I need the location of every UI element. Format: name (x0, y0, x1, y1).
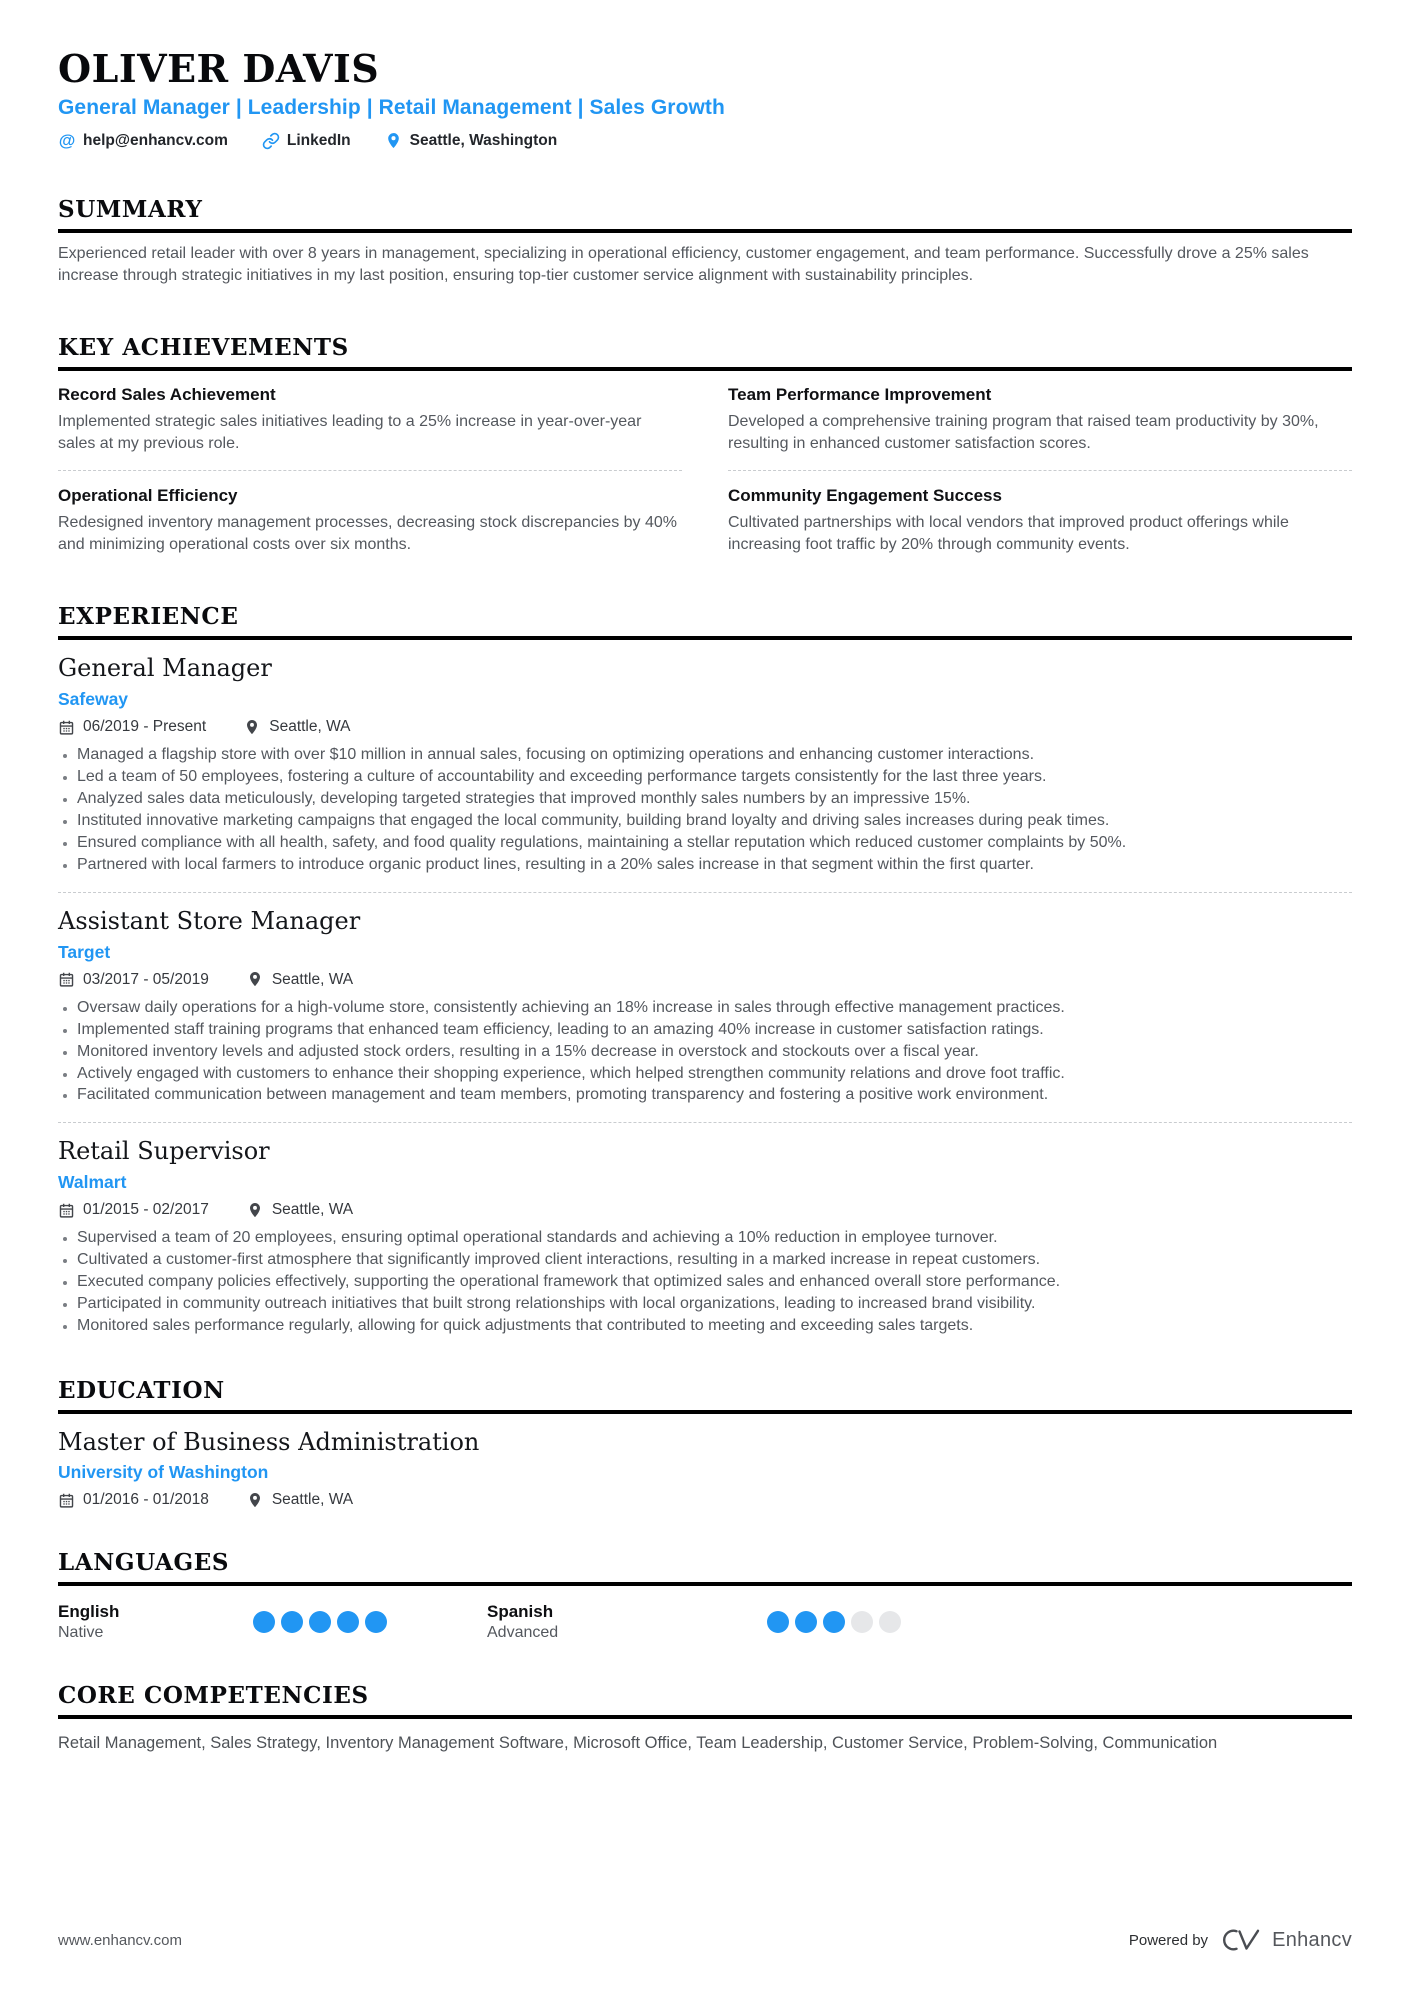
bullet: Facilitated communication between management and team members, promoting transparency and fostering a positive work environment. (58, 1085, 1352, 1106)
bullet: Led a team of 50 employees, fostering a culture of accountability and exceeding performance targets consistently for the last three years. (58, 767, 1352, 788)
summary-heading: SUMMARY (58, 195, 203, 223)
job-title: General Manager (58, 654, 272, 683)
date-range (58, 1201, 209, 1219)
summary-text: Experienced retail leader with over 8 years in management, specializing in operational efficiency, customer engagement, and team performance. Successfully drove a 25% sales increase through strategic initiatives in my last position, ensuring top-tier customer service alignment with sustainability principles. (58, 244, 1309, 285)
footer (58, 1927, 1352, 1953)
section-rule (58, 367, 1352, 371)
location-text: Seattle, WA (271, 1491, 354, 1508)
section-rule (58, 1715, 1352, 1719)
email-text: help@enhancv.com (83, 131, 228, 149)
job-entry (58, 640, 1352, 893)
enhancv-logo-icon (1220, 1927, 1260, 1953)
language-label (487, 1602, 767, 1642)
languages-row (58, 1602, 1352, 1642)
date-range (58, 971, 209, 989)
job-location (247, 1201, 353, 1219)
language-level: Native (58, 1624, 104, 1641)
bullet: Participated in community outreach initiatives that built strong relationships with local organizations, leading to increased brand visibility. (58, 1294, 1352, 1315)
pin-icon (385, 132, 403, 150)
achievements-section (58, 334, 1352, 557)
experience-heading: EXPERIENCE (58, 603, 239, 631)
achievement-title: Team Performance Improvement (728, 384, 992, 404)
bullet: Executed company policies effectively, supporting the operational framework that optimized sales and enhanced overall store performance. (58, 1272, 1352, 1293)
bullet: Managed a flagship store with over $10 million in annual sales, focusing on optimizing operations and enhancing customer interactions. (58, 745, 1352, 766)
email-link[interactable] (58, 132, 228, 150)
candidate-name: OLIVER DAVIS (58, 46, 380, 91)
language-proficiency-dots (253, 1611, 387, 1633)
bullet: Oversaw daily operations for a high-volume store, consistently achieving an 18% increase in sales through effective management practices. (58, 998, 1352, 1019)
pin-icon (247, 971, 264, 988)
calendar-icon (58, 719, 75, 736)
at-icon (58, 132, 76, 150)
achievement-title: Community Engagement Success (728, 486, 1002, 506)
job-bullets (58, 1228, 1352, 1337)
date-text: 03/2017 - 05/2019 (83, 970, 209, 988)
bullet: Instituted innovative marketing campaigns that engaged the local community, building brand loyalty and driving sales increases during peak times. (58, 811, 1352, 832)
company-name: Walmart (58, 1172, 127, 1193)
language-name: Spanish (487, 1602, 554, 1621)
bullet: Implemented staff training programs that enhanced team efficiency, leading to an amazing 40% increase in customer satisfaction ratings. (58, 1020, 1352, 1041)
location-text: Seattle, WA (271, 1201, 354, 1219)
education-meta (58, 1491, 1352, 1509)
job-location (244, 718, 350, 736)
education-section (58, 1377, 1352, 1509)
header (58, 48, 1352, 150)
pin-icon (244, 719, 261, 736)
date-text: 06/2019 - Present (83, 718, 207, 736)
bullet: Actively engaged with customers to enhance their shopping experience, which helped strengthen community relations and drove foot traffic. (58, 1064, 1352, 1085)
achievements-grid (58, 385, 1352, 557)
achievement-item (728, 385, 1352, 471)
education-location (247, 1491, 353, 1509)
achievement-item (728, 471, 1352, 557)
experience-section (58, 603, 1352, 1337)
job-location (247, 971, 353, 989)
languages-section (58, 1549, 1352, 1642)
contact-row (58, 132, 1352, 150)
powered-by[interactable] (1129, 1927, 1352, 1953)
company-name: Safeway (58, 689, 129, 710)
job-meta (58, 1201, 1352, 1219)
enhancv-brand-text: Enhancv (1272, 1928, 1352, 1951)
achievement-text: Developed a comprehensive training program that raised team productivity by 30%, resulting in enhanced customer satisfaction scores. (728, 412, 1319, 452)
location-text: Seattle, Washington (409, 131, 558, 149)
section-rule (58, 229, 1352, 233)
location-text: Seattle, WA (271, 970, 354, 988)
job-meta (58, 971, 1352, 989)
languages-heading: LANGUAGES (58, 1549, 230, 1576)
powered-by-text: Powered by (1128, 1931, 1209, 1949)
language-label (58, 1602, 253, 1642)
competencies-section (58, 1682, 1352, 1756)
location-text: Seattle, WA (269, 718, 351, 736)
location (385, 132, 558, 150)
pin-icon (247, 1492, 264, 1509)
job-bullets (58, 745, 1352, 876)
degree-title: Master of Business Administration (58, 1428, 480, 1456)
section-rule (58, 1582, 1352, 1586)
language-level: Advanced (487, 1624, 559, 1641)
calendar-icon (58, 1202, 75, 1219)
bullet: Monitored inventory levels and adjusted stock orders, resulting in a 15% decrease in overstock and stockouts over a fiscal year. (58, 1042, 1352, 1063)
bullet: Analyzed sales data meticulously, developing targeted strategies that improved monthly sales numbers by an impressive 15%. (58, 789, 1352, 810)
job-meta (58, 718, 1352, 736)
achievement-text: Cultivated partnerships with local vendors that improved product offerings while increasing foot traffic by 20% through community events. (728, 514, 1289, 553)
achievement-text: Implemented strategic sales initiatives leading to a 25% increase in year-over-year sales at my previous role. (58, 412, 642, 452)
bullet: Partnered with local farmers to introduce organic product lines, resulting in a 20% sales increase in that segment within the first quarter. (58, 855, 1352, 876)
language-proficiency-dots (767, 1611, 901, 1633)
achievement-text: Redesigned inventory management processes, decreasing stock discrepancies by 40% and minimizing operational costs over six months. (58, 514, 678, 553)
competencies-heading: CORE COMPETENCIES (58, 1682, 369, 1709)
date-text: 01/2015 - 02/2017 (83, 1201, 209, 1219)
date-range (58, 1491, 209, 1509)
achievement-item (58, 385, 682, 471)
job-bullets (58, 998, 1352, 1107)
achievements-heading: KEY ACHIEVEMENTS (58, 333, 349, 361)
date-text: 01/2016 - 01/2018 (83, 1491, 209, 1508)
summary-section (58, 196, 1352, 288)
achievement-title: Record Sales Achievement (58, 384, 276, 404)
education-heading: EDUCATION (58, 1377, 225, 1404)
achievement-title: Operational Efficiency (58, 486, 238, 506)
achievement-item (58, 471, 682, 557)
job-entry (58, 893, 1352, 1124)
bullet: Supervised a team of 20 employees, ensuring optimal operational standards and achieving a 10% reduction in employee turnover. (58, 1228, 1352, 1249)
language-entry (487, 1602, 901, 1642)
pin-icon (247, 1202, 264, 1219)
job-entry (58, 1123, 1352, 1337)
headline: General Manager | Leadership | Retail Management | Sales Growth (58, 95, 725, 119)
bullet: Monitored sales performance regularly, allowing for quick adjustments that contributed to meeting and exceeding sales targets. (58, 1316, 1352, 1337)
calendar-icon (58, 971, 75, 988)
calendar-icon (58, 1492, 75, 1509)
bullet: Ensured compliance with all health, safety, and food quality regulations, maintaining a stellar reputation which reduced customer complaints by 50%. (58, 833, 1352, 854)
language-entry (58, 1602, 387, 1642)
date-range (58, 718, 206, 736)
job-title: Assistant Store Manager (58, 906, 361, 935)
website-link[interactable]: www.enhancv.com (58, 1931, 182, 1949)
link-icon (262, 132, 280, 150)
section-rule (58, 1410, 1352, 1414)
school-name: University of Washington (58, 1462, 269, 1482)
competencies-text: Retail Management, Sales Strategy, Inventory Management Software, Microsoft Office, Team Leadership, Customer Service, Problem-Solving, Communication (58, 1734, 1218, 1752)
linkedin-text: LinkedIn (286, 131, 351, 149)
company-name: Target (58, 941, 111, 962)
language-name: English (58, 1602, 120, 1621)
linkedin-link[interactable] (262, 132, 351, 150)
job-title: Retail Supervisor (58, 1137, 270, 1166)
bullet: Cultivated a customer-first atmosphere that significantly improved client interactions, resulting in a marked increase in repeat customers. (58, 1250, 1352, 1271)
